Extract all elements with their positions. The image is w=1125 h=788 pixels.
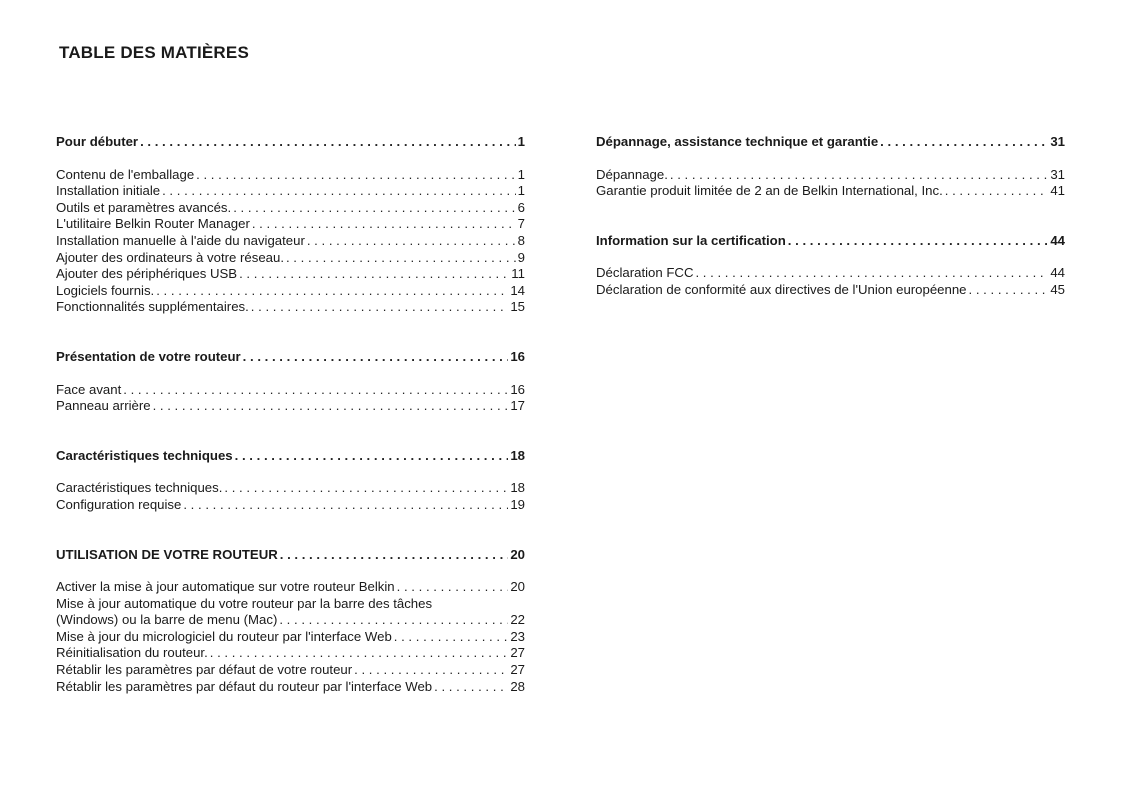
dot-leader — [243, 349, 509, 366]
toc-heading-label: Dépannage, assistance technique et garantie — [596, 134, 879, 149]
toc-entry-page: 20 — [510, 579, 525, 595]
toc-section-certification — [596, 233, 1065, 299]
toc-entry-page: 15 — [510, 299, 525, 315]
toc-entry-page: 41 — [1050, 183, 1065, 199]
toc-entry-label: Ajouter des ordinateurs à votre réseau. — [56, 249, 284, 265]
toc-heading-page: 31 — [1050, 134, 1065, 149]
toc-entry[interactable] — [56, 233, 525, 250]
dot-leader — [394, 629, 509, 646]
dot-leader — [235, 448, 509, 465]
toc-heading-page: 16 — [510, 348, 525, 364]
toc-entry[interactable] — [596, 265, 1065, 282]
toc-heading-page: 1 — [517, 134, 525, 149]
toc-entry-label: (Windows) ou la barre de menu (Mac) — [56, 612, 278, 628]
toc-entry-page: 18 — [510, 480, 525, 496]
toc-entry[interactable] — [56, 299, 525, 316]
toc-entry-label: Panneau arrière — [56, 398, 151, 414]
dot-leader — [880, 134, 1048, 151]
toc-entry[interactable] — [56, 480, 525, 497]
dot-leader — [434, 679, 508, 696]
toc-entry-page: 44 — [1050, 265, 1065, 281]
toc-entry-page: 17 — [510, 398, 525, 414]
toc-heading-page: 20 — [510, 546, 525, 562]
dot-leader — [397, 579, 509, 596]
toc-entry[interactable] — [596, 282, 1065, 299]
dot-leader — [153, 398, 509, 415]
toc-entry[interactable] — [596, 183, 1065, 200]
toc-section-presentation — [56, 349, 525, 415]
dot-leader — [307, 233, 516, 250]
toc-entry-page: 16 — [510, 381, 525, 397]
dot-leader — [695, 265, 1048, 282]
toc-heading[interactable] — [56, 349, 525, 366]
toc-heading-label: Pour débuter — [56, 134, 139, 149]
toc-entry-label: Dépannage. — [596, 166, 668, 182]
toc-entry[interactable] — [56, 497, 525, 514]
toc-entry-page: 1 — [517, 166, 525, 182]
toc-entry-page: 19 — [510, 496, 525, 512]
toc-entry-page: 22 — [510, 612, 525, 628]
toc-entry-page: 6 — [517, 199, 525, 215]
toc-entry-label: Caractéristiques techniques. — [56, 480, 223, 496]
dot-leader — [279, 612, 508, 629]
toc-heading[interactable] — [56, 134, 525, 151]
page-title: TABLE DES MATIÈRES — [59, 43, 249, 62]
toc-entry-label: Mise à jour du micrologiciel du routeur par l'interface Web — [56, 628, 392, 644]
toc-heading-label: UTILISATION DE VOTRE ROUTEUR — [56, 546, 278, 562]
toc-section-caracteristiques — [56, 448, 525, 514]
toc-entry-page: 14 — [510, 282, 525, 298]
toc-entry-label: Réinitialisation du routeur. — [56, 645, 208, 661]
toc-entry[interactable] — [56, 645, 525, 662]
toc-entry-page: 1 — [517, 183, 525, 199]
toc-entry-label: Fonctionnalités supplémentaires. — [56, 299, 249, 315]
toc-heading[interactable] — [596, 233, 1065, 250]
toc-entry-page: 45 — [1050, 281, 1065, 297]
toc-entry-label: Logiciels fournis. — [56, 282, 155, 298]
toc-entry[interactable] — [56, 662, 525, 679]
toc-section-depannage — [596, 134, 1065, 200]
toc-entry-label: Garantie produit limitée de 2 an de Belkin International, Inc. — [596, 183, 943, 199]
toc-entry-label: Déclaration FCC — [596, 265, 694, 281]
toc-entry-page: 23 — [510, 628, 525, 644]
dot-leader — [156, 283, 508, 300]
toc-heading[interactable] — [56, 547, 525, 564]
dot-leader — [252, 216, 516, 233]
toc-heading-label: Caractéristiques techniques — [56, 447, 233, 463]
toc-heading[interactable] — [596, 134, 1065, 151]
toc-entry-page: 8 — [517, 232, 525, 248]
toc-entry-first-line[interactable]: Mise à jour automatique du votre routeur par la barre des tâches — [56, 595, 433, 611]
dot-leader — [224, 480, 508, 497]
toc-entry-label: Face avant — [56, 381, 122, 397]
toc-entry[interactable] — [56, 167, 525, 184]
toc-left-column — [56, 134, 525, 728]
dot-leader — [969, 282, 1049, 299]
toc-entry-label: Installation manuelle à l'aide du navigateur — [56, 232, 305, 248]
toc-entry-label: Rétablir les paramètres par défaut de votre routeur — [56, 662, 353, 678]
toc-entry[interactable] — [56, 579, 525, 596]
toc-entry[interactable] — [56, 398, 525, 415]
dot-leader — [670, 167, 1048, 184]
toc-entry-label: L'utilitaire Belkin Router Manager — [56, 216, 250, 232]
toc-right-column — [596, 134, 1065, 332]
toc-section-utilisation — [56, 547, 525, 696]
dot-leader — [183, 497, 508, 514]
toc-section-pour-debuter — [56, 134, 525, 316]
toc-heading[interactable] — [56, 448, 525, 465]
dot-leader — [788, 233, 1049, 250]
toc-entry[interactable] — [56, 629, 525, 646]
toc-entry[interactable] — [56, 200, 525, 217]
dot-leader — [233, 200, 515, 217]
toc-entry[interactable] — [56, 679, 525, 696]
dot-leader — [123, 382, 508, 399]
toc-heading-page: 44 — [1050, 232, 1065, 248]
dot-leader — [286, 250, 516, 267]
toc-entry[interactable] — [56, 612, 525, 629]
toc-entry[interactable] — [596, 167, 1065, 184]
toc-entry-label: Installation initiale — [56, 183, 161, 199]
toc-entry[interactable] — [56, 250, 525, 267]
toc-entry-label: Configuration requise — [56, 496, 182, 512]
toc-entry-label: Ajouter des périphériques USB — [56, 266, 238, 282]
toc-entry-page: 27 — [510, 662, 525, 678]
dot-leader — [354, 662, 508, 679]
dot-leader — [196, 167, 516, 184]
dot-leader — [140, 134, 516, 151]
toc-entry-label: Déclaration de conformité aux directives de l'Union européenne — [596, 281, 967, 297]
dot-leader — [210, 645, 509, 662]
toc-entry-page: 7 — [517, 216, 525, 232]
toc-entry[interactable] — [56, 266, 525, 283]
dot-leader — [162, 183, 516, 200]
toc-entry-page: 9 — [517, 249, 525, 265]
toc-entry-label: Contenu de l'emballage — [56, 166, 195, 182]
toc-entry-label: Outils et paramètres avancés. — [56, 199, 232, 215]
toc-entry-label: Activer la mise à jour automatique sur votre routeur Belkin — [56, 579, 395, 595]
toc-heading-label: Présentation de votre routeur — [56, 348, 241, 364]
toc-entry-page: 11 — [511, 266, 525, 282]
dot-leader — [945, 183, 1049, 200]
dot-leader — [239, 266, 509, 283]
toc-entry[interactable] — [56, 183, 525, 200]
toc-entry[interactable] — [56, 283, 525, 300]
toc-entry[interactable] — [56, 382, 525, 399]
toc-entry-page: 28 — [510, 678, 525, 694]
dot-leader — [251, 299, 509, 316]
dot-leader — [280, 547, 509, 564]
toc-entry-page: 31 — [1050, 166, 1065, 182]
toc-heading-page: 18 — [510, 447, 525, 463]
toc-entry[interactable] — [56, 216, 525, 233]
toc-entry-page: 27 — [510, 645, 525, 661]
toc-entry-label: Rétablir les paramètres par défaut du routeur par l'interface Web — [56, 678, 433, 694]
toc-heading-label: Information sur la certification — [596, 232, 786, 248]
